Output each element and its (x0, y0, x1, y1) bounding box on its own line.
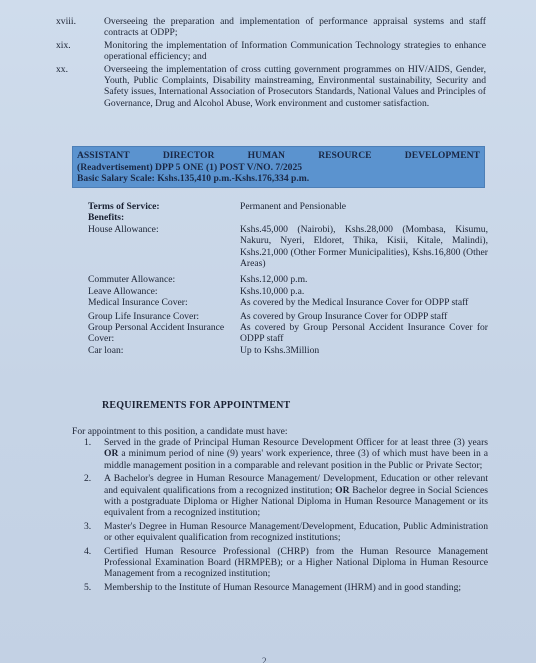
list-item (56, 64, 486, 110)
list-number: 1. (84, 437, 92, 448)
list-item (84, 582, 488, 593)
list-number: xviii. (56, 16, 76, 27)
terms-row: Terms of Service: Permanent and Pensionable (88, 201, 347, 212)
position-banner (72, 146, 485, 188)
list-item (84, 473, 488, 519)
position-reference: (Readvertisement) DPP 5 ONE (1) POST V/NO. 7/2025 (77, 161, 303, 173)
group-accident-row: Group Personal Accident Insurance Cover: As covered by Group Personal Accident Insurance Cover for ODPP staff (88, 322, 488, 345)
list-number: 4. (84, 545, 92, 557)
list-text: Monitoring the implementation of Information Communication Technology strategies to enhance operational efficiency; and (104, 39, 486, 63)
salary-scale: Basic Salary Scale: Kshs.135,410 p.m.-Kshs.176,334 p.m. (77, 173, 310, 185)
requirements-list (84, 437, 488, 595)
requirements-intro: For appointment to this position, a candidate must have: (72, 426, 288, 437)
list-item (84, 437, 488, 471)
list-text: A Bachelor's degree in Human Resource Management/ Development, Education or other relevant and equivalent qualifications from a recognized institution; OR Bachelor degree in Social Sciences with a postgraduate Diploma or Higher National Diploma in Human Resource Management or its equivalent from a recognized institution; (104, 473, 488, 519)
list-item (56, 40, 486, 63)
page-number: 2 (262, 656, 267, 663)
car-loan-row: Car loan: Up to Kshs.3Million (88, 344, 320, 356)
list-number: 3. (84, 520, 92, 532)
list-text: Membership to the Institute of Human Resource Management (IHRM) and in good standing; (104, 581, 462, 593)
position-title: ASSISTANT DIRECTOR HUMAN RESOURCE DEVELOPMENT (77, 150, 480, 161)
list-text: Certified Human Resource Professional (CHRP) from the Human Resource Management Professional Examination Board (HRMPEB); or a Higher National Diploma in Human Resource Management from a recognized institution; (104, 545, 488, 580)
list-number: 2. (84, 473, 92, 485)
group-life-row: Group Life Insurance Cover: As covered by Group Insurance Cover for ODPP staff (88, 310, 448, 322)
list-number: xx. (56, 63, 68, 75)
terms-of-service (88, 201, 488, 356)
duties-list (56, 16, 486, 110)
requirements-heading: REQUIREMENTS FOR APPOINTMENT (102, 400, 291, 411)
medical-insurance-row: Medical Insurance Cover: As covered by the Medical Insurance Cover for ODPP staff (88, 297, 469, 309)
list-number: 5. (84, 581, 92, 593)
leave-allowance-row: Leave Allowance: Kshs.10,000 p.a. (88, 285, 305, 297)
commuter-allowance-row: Commuter Allowance: Kshs.12,000 p.m. (88, 274, 308, 286)
list-number: xix. (56, 39, 71, 51)
house-allowance-row: House Allowance: Kshs.45,000 (Nairobi), Kshs.28,000 (Mombasa, Kisumu, Nakuru, Nyeri, Eldoret, Thika, Kisii, Kitale, Malindi), Kshs.21,000 (Other Former Municipalities), Kshs.16,800 (Other Areas) (88, 223, 488, 270)
list-item (56, 16, 486, 39)
benefits-heading: Benefits: (88, 212, 125, 224)
list-text: Overseeing the preparation and implementation of performance appraisal systems and staff contracts at ODPP; (104, 16, 486, 39)
list-text: Overseeing the implementation of cross cutting government programmes on HIV/AIDS, Gender, Youth, Public Complaints, Disability mainstreaming, Environmental sustainability, Security and Safety issues, International Association of Prosecutors Standards, National Values and Principles of Governance, Drug and Alcohol Abuse, Work environment and customer satisfaction. (104, 63, 486, 109)
list-text: Master's Degree in Human Resource Management/Development, Education, Public Administration or other equivalent qualification from recognized institutions; (104, 520, 488, 544)
list-item (84, 521, 488, 544)
list-text: Served in the grade of Principal Human Resource Development Officer for at least three (3) years OR a minimum period of nine (9) years' work experience, three (3) of which must have been in a middle management position in a comparable and relevant position in the Public or Private Sector; (104, 437, 488, 471)
list-item (84, 546, 488, 580)
